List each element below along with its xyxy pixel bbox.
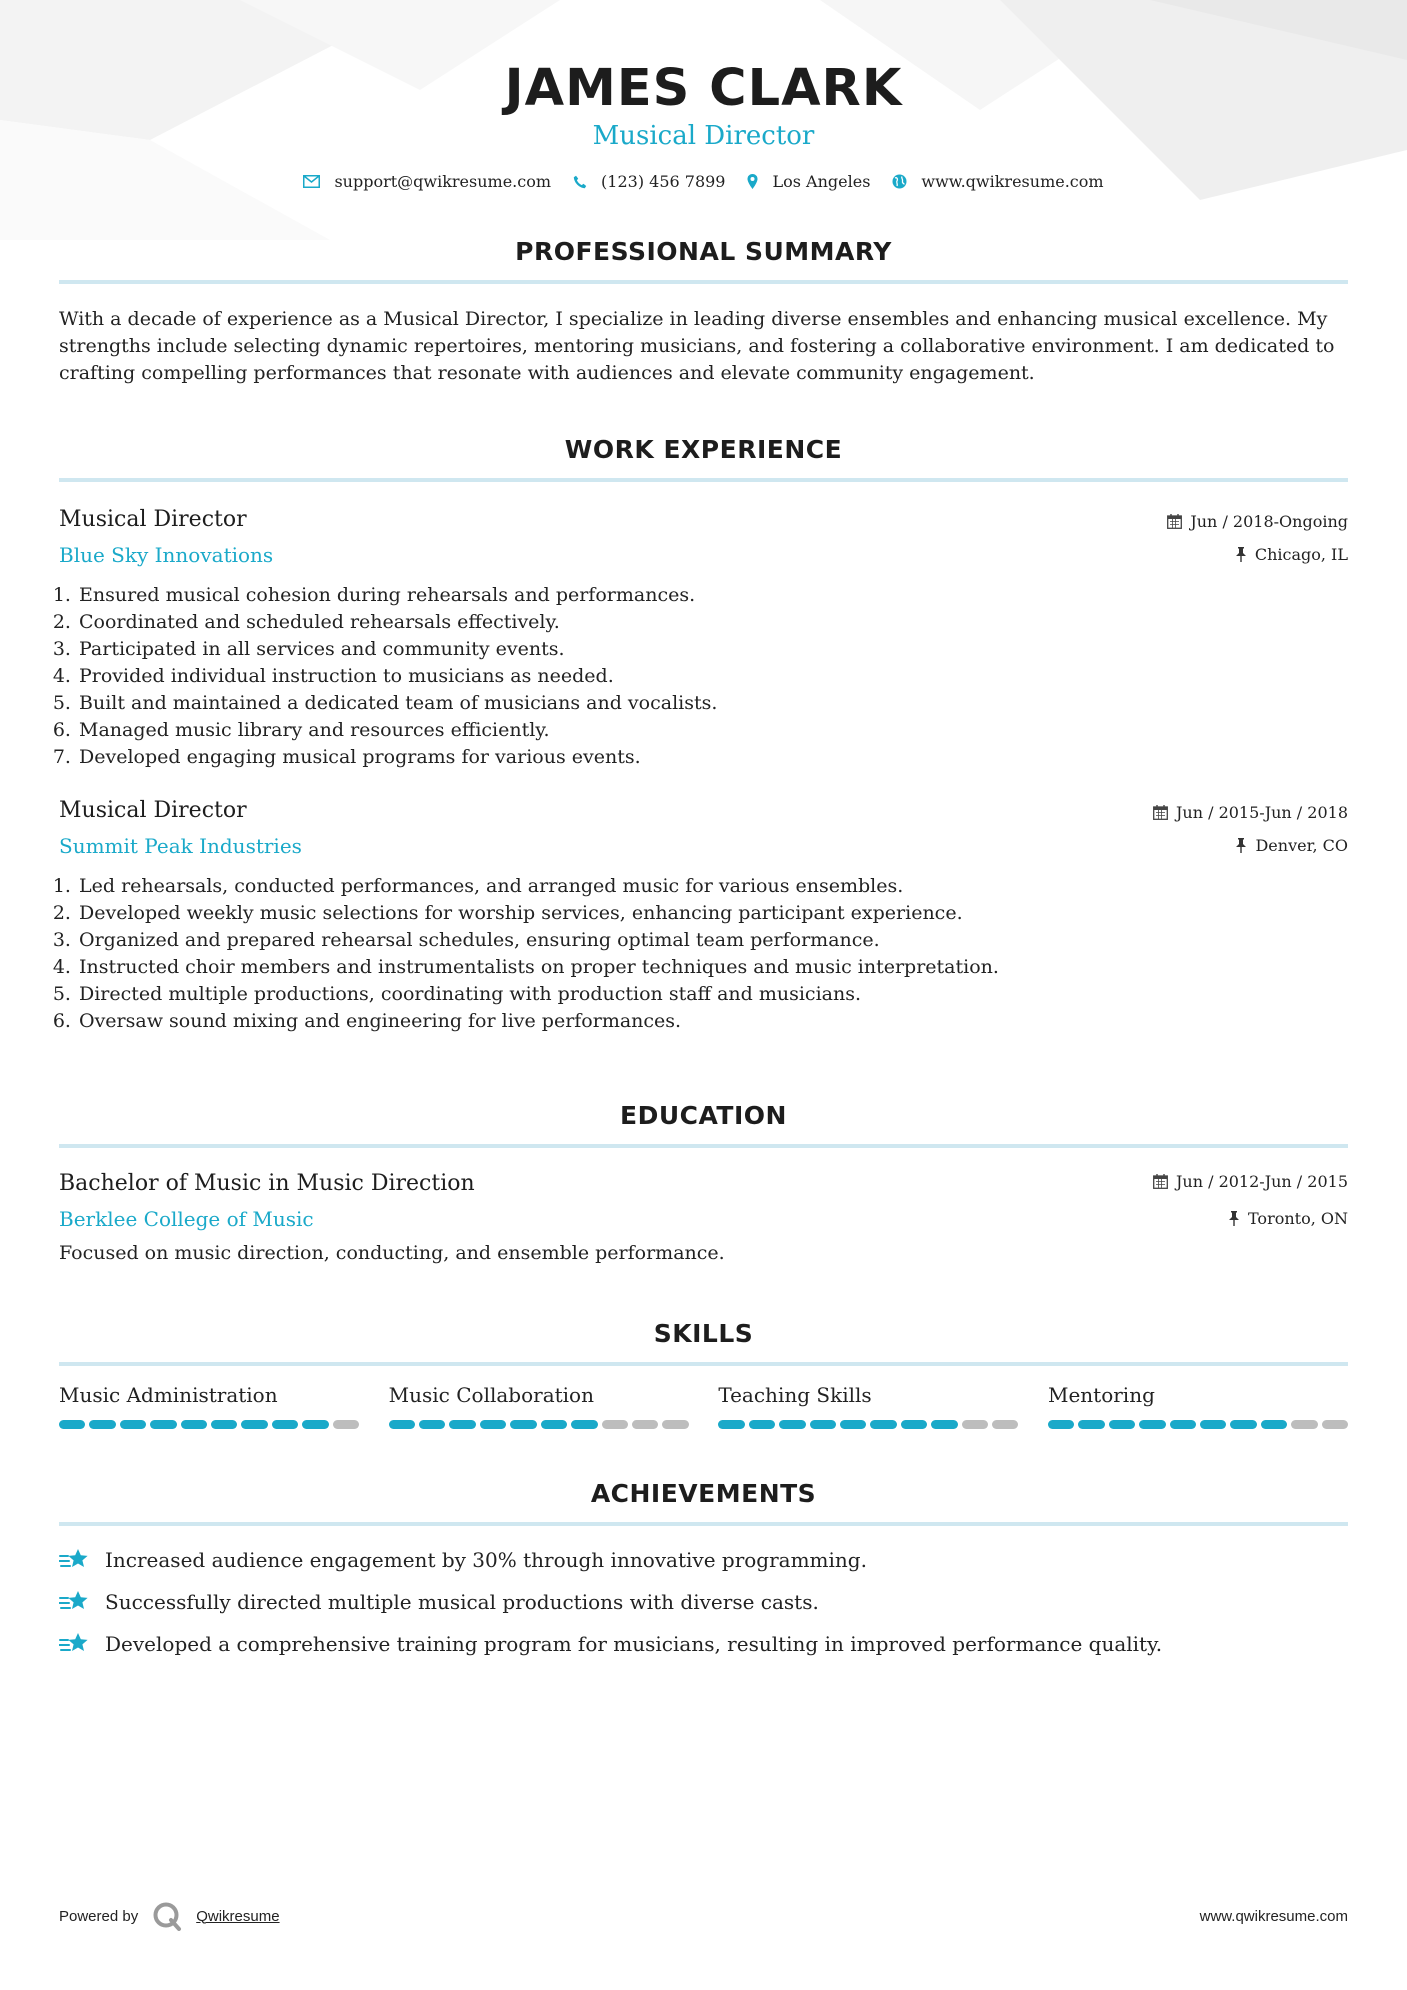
experience-heading: WORK EXPERIENCE bbox=[564, 435, 843, 464]
skill-segment-filled bbox=[1170, 1420, 1196, 1429]
skill-segment-filled bbox=[302, 1420, 328, 1429]
skill-level-bar bbox=[1048, 1420, 1348, 1429]
skill-segment-filled bbox=[571, 1420, 597, 1429]
list-item bbox=[59, 1630, 1348, 1658]
skill-segment-filled bbox=[810, 1420, 836, 1429]
skill-name: Mentoring bbox=[1047, 1383, 1155, 1407]
skill-segment-filled bbox=[89, 1420, 115, 1429]
list-item: 6. Oversaw sound mixing and engineering for live performances. bbox=[77, 1008, 1348, 1035]
achievement-list bbox=[59, 1546, 1348, 1658]
education-heading: EDUCATION bbox=[620, 1101, 787, 1130]
skill-segment-filled bbox=[120, 1420, 146, 1429]
skill-level-bar bbox=[59, 1420, 359, 1429]
education-description: Focused on music direction, conducting, and ensemble performance. bbox=[59, 1242, 725, 1264]
job-title: Musical Director bbox=[59, 798, 247, 823]
calendar-icon bbox=[1167, 514, 1182, 529]
skill-segment-filled bbox=[718, 1420, 744, 1429]
skill-segment-filled bbox=[272, 1420, 298, 1429]
skill-segment-filled bbox=[59, 1420, 85, 1429]
duty-list bbox=[59, 873, 1348, 1035]
list-item: 3. Organized and prepared rehearsal schedules, ensuring optimal team performance. bbox=[77, 927, 1348, 954]
skill-segment-filled bbox=[931, 1420, 957, 1429]
website-text: www.qwikresume.com bbox=[921, 172, 1104, 191]
achievement-text: Developed a comprehensive training program for musicians, resulting in improved performance quality. bbox=[105, 1632, 1163, 1656]
skill-segment-empty bbox=[632, 1420, 658, 1429]
star-icon bbox=[59, 1631, 91, 1657]
skill-segment-filled bbox=[241, 1420, 267, 1429]
job-title: Musical Director bbox=[59, 507, 247, 532]
calendar-icon bbox=[1153, 805, 1168, 820]
skill-segment-filled bbox=[1261, 1420, 1287, 1429]
skill-segment-empty bbox=[662, 1420, 688, 1429]
envelope-icon bbox=[303, 175, 320, 188]
degree-title: Bachelor of Music in Music Direction bbox=[59, 1171, 475, 1196]
skill-segment-empty bbox=[992, 1420, 1018, 1429]
job-location: Denver, CO bbox=[1255, 835, 1348, 855]
skill-segment-filled bbox=[510, 1420, 536, 1429]
qwikresume-logo-icon bbox=[152, 1901, 182, 1931]
skill-name: Music Administration bbox=[59, 1383, 278, 1407]
list-item bbox=[59, 1588, 1348, 1616]
section-divider bbox=[59, 1522, 1348, 1526]
company-name: Blue Sky Innovations bbox=[59, 543, 274, 567]
skill-level-bar bbox=[718, 1420, 1018, 1429]
job-dates: Jun / 2018-Ongoing bbox=[1190, 511, 1348, 531]
pushpin-icon bbox=[1235, 547, 1247, 562]
contact-bar bbox=[59, 172, 1348, 191]
skill-segment-filled bbox=[389, 1420, 415, 1429]
globe-icon bbox=[892, 174, 907, 189]
list-item: 3. Participated in all services and community events. bbox=[77, 636, 1348, 663]
skill-segment-filled bbox=[1200, 1420, 1226, 1429]
summary-heading: PROFESSIONAL SUMMARY bbox=[515, 237, 892, 266]
section-divider bbox=[59, 1144, 1348, 1148]
contact-location bbox=[747, 172, 870, 191]
skill-segment-filled bbox=[749, 1420, 775, 1429]
skills-heading: SKILLS bbox=[653, 1319, 754, 1348]
phone-text: (123) 456 7899 bbox=[601, 172, 726, 191]
list-item: 6. Managed music library and resources efficiently. bbox=[77, 717, 1348, 744]
job-location: Chicago, IL bbox=[1254, 544, 1348, 564]
skill-item bbox=[718, 1382, 1018, 1429]
calendar-icon bbox=[1153, 1174, 1168, 1189]
skill-segment-filled bbox=[1230, 1420, 1256, 1429]
pushpin-icon bbox=[1235, 838, 1247, 853]
footer-website-link[interactable]: www.qwikresume.com bbox=[1199, 1907, 1348, 1925]
list-item: 4. Provided individual instruction to musicians as needed. bbox=[77, 663, 1348, 690]
list-item: 4. Instructed choir members and instrumentalists on proper techniques and music interpretation. bbox=[77, 954, 1348, 981]
skill-level-bar bbox=[389, 1420, 689, 1429]
footer bbox=[59, 1901, 1348, 1931]
skill-name: Teaching Skills bbox=[718, 1383, 872, 1407]
list-item: 1. Led rehearsals, conducted performances, and arranged music for various ensembles. bbox=[77, 873, 1348, 900]
list-item: 2. Coordinated and scheduled rehearsals effectively. bbox=[77, 609, 1348, 636]
summary-text: With a decade of experience as a Musical Director, I specialize in leading diverse ensembles and enhancing musical excellence. My strengths include selecting dynamic repertoires, mentoring musicians, and fostering a collaborative environment. I am dedicated to crafting compelling performances that resonate with audiences and elevate community engagement. bbox=[59, 308, 1335, 384]
powered-by-label: Powered by bbox=[59, 1907, 139, 1925]
contact-website[interactable] bbox=[892, 172, 1103, 191]
skill-item bbox=[389, 1382, 689, 1429]
skill-segment-filled bbox=[779, 1420, 805, 1429]
skill-segment-filled bbox=[541, 1420, 567, 1429]
achievements-heading: ACHIEVEMENTS bbox=[590, 1479, 817, 1508]
skill-segment-filled bbox=[870, 1420, 896, 1429]
skill-segment-filled bbox=[1109, 1420, 1135, 1429]
skill-segment-empty bbox=[1291, 1420, 1317, 1429]
job-entry bbox=[59, 797, 1348, 1035]
job-entry bbox=[59, 506, 1348, 771]
achievement-text: Increased audience engagement by 30% through innovative programming. bbox=[105, 1548, 867, 1572]
skill-segment-filled bbox=[1078, 1420, 1104, 1429]
skill-segment-filled bbox=[449, 1420, 475, 1429]
skills-grid bbox=[59, 1382, 1348, 1429]
skill-segment-filled bbox=[840, 1420, 866, 1429]
education-dates: Jun / 2012-Jun / 2015 bbox=[1175, 1171, 1348, 1191]
email-text: support@qwikresume.com bbox=[334, 172, 552, 191]
section-divider bbox=[59, 1362, 1348, 1366]
education-location: Toronto, ON bbox=[1248, 1208, 1348, 1228]
school-name: Berklee College of Music bbox=[59, 1207, 314, 1231]
list-item bbox=[59, 1546, 1348, 1574]
skill-segment-filled bbox=[901, 1420, 927, 1429]
skill-segment-filled bbox=[181, 1420, 207, 1429]
skill-item bbox=[1048, 1382, 1348, 1429]
candidate-title: Musical Director bbox=[592, 121, 815, 151]
duty-list bbox=[59, 582, 1348, 771]
skill-segment-filled bbox=[480, 1420, 506, 1429]
candidate-name: JAMES CLARK bbox=[504, 59, 903, 118]
skill-segment-empty bbox=[962, 1420, 988, 1429]
skill-segment-empty bbox=[333, 1420, 359, 1429]
list-item: 5. Built and maintained a dedicated team of musicians and vocalists. bbox=[77, 690, 1348, 717]
skill-segment-filled bbox=[1048, 1420, 1074, 1429]
list-item: 5. Directed multiple productions, coordinating with production staff and musicians. bbox=[77, 981, 1348, 1008]
star-icon bbox=[59, 1589, 91, 1615]
list-item: 7. Developed engaging musical programs for various events. bbox=[77, 744, 1348, 771]
contact-email[interactable] bbox=[303, 172, 551, 191]
list-item: 2. Developed weekly music selections for worship services, enhancing participant experience. bbox=[77, 900, 1348, 927]
skill-segment-filled bbox=[150, 1420, 176, 1429]
phone-icon bbox=[573, 175, 587, 189]
company-name: Summit Peak Industries bbox=[59, 834, 302, 858]
education-entry bbox=[59, 1170, 1348, 1267]
pushpin-icon bbox=[1228, 1211, 1240, 1226]
list-item: 1. Ensured musical cohesion during rehearsals and performances. bbox=[77, 582, 1348, 609]
achievement-text: Successfully directed multiple musical productions with diverse casts. bbox=[105, 1590, 819, 1614]
section-divider bbox=[59, 280, 1348, 284]
skill-segment-empty bbox=[1322, 1420, 1348, 1429]
job-dates: Jun / 2015-Jun / 2018 bbox=[1175, 802, 1348, 822]
skill-segment-filled bbox=[211, 1420, 237, 1429]
contact-phone[interactable] bbox=[573, 172, 725, 191]
map-pin-icon bbox=[747, 174, 758, 189]
skill-segment-filled bbox=[1139, 1420, 1165, 1429]
skill-segment-empty bbox=[602, 1420, 628, 1429]
skill-item bbox=[59, 1382, 359, 1429]
skill-name: Music Collaboration bbox=[388, 1383, 594, 1407]
location-text: Los Angeles bbox=[772, 172, 871, 191]
star-icon bbox=[59, 1547, 91, 1573]
skill-segment-filled bbox=[419, 1420, 445, 1429]
section-divider bbox=[59, 478, 1348, 482]
brand-link[interactable]: Qwikresume bbox=[196, 1907, 280, 1925]
resume-page bbox=[59, 0, 1348, 1658]
